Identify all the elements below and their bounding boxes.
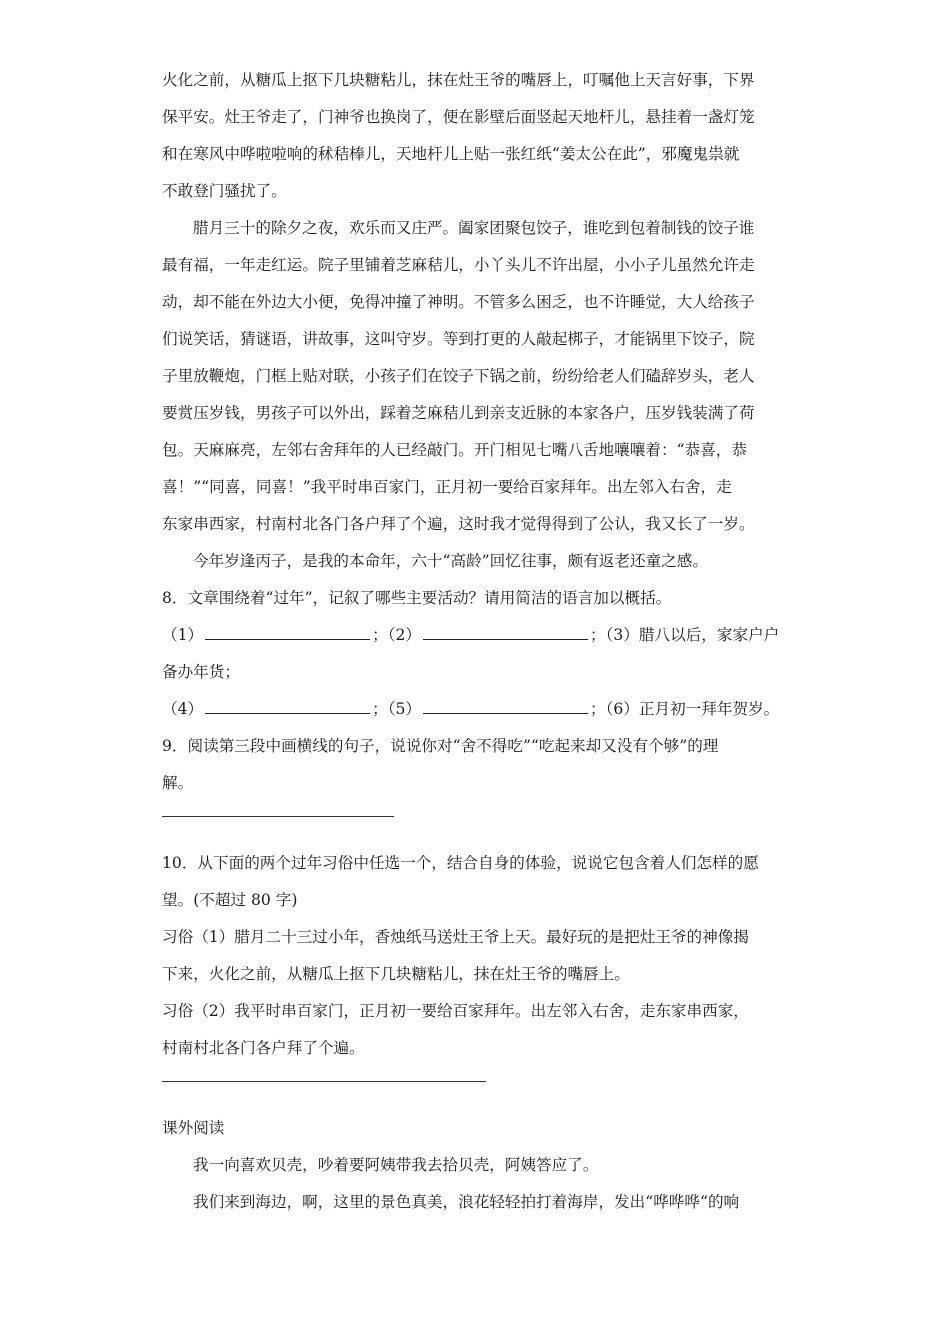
question-8-blanks-row-1: [162, 617, 794, 654]
passage-line: 东家串西家，村南村北各门各户拜了个遍，这时我才觉得得到了公认，我又长了一岁。: [162, 515, 755, 533]
reading-line: 我们来到海边，啊，这里的景色真美，浪花轻轻拍打着海岸，发出“哗哗哗“的响: [193, 1193, 740, 1211]
passage-line: 包。天麻麻亮，左邻右舍拜年的人已经敲门。开门相见七嘴八舌地嚷嚷着：“恭喜，恭: [162, 441, 747, 459]
passage-line: 今年岁逢丙子，是我的本命年，六十“高龄”回忆往事，颇有返老还童之感。: [193, 552, 708, 570]
passage-line: 要赏压岁钱，男孩子可以外出，踩着芝麻秸儿到亲支近脉的本家各户，压岁钱装满了荷: [162, 404, 755, 422]
reading-line: 我一向喜欢贝壳，吵着要阿姨带我去拾贝壳，阿姨答应了。: [193, 1156, 599, 1174]
passage-line: 最有福，一年走红运。院子里铺着芝麻秸儿，小丫头儿不许出屋，小小子儿虽然允许走: [162, 256, 755, 274]
passage-line: 保平安。灶王爷走了，门神爷也换岗了，便在影壁后面竖起天地杆儿，悬挂着一盏灯笼: [162, 108, 755, 126]
passage-line: 动，却不能在外边大小便，免得冲撞了神明。不管多么困乏，也不许睡觉，大人给孩子: [162, 293, 755, 311]
custom-1: 习俗（1）腊月二十三过小年，香烛纸马送灶王爷上天。最好玩的是把灶王爷的神像揭: [162, 928, 749, 946]
question-9-stem: 解。: [162, 774, 194, 792]
blank-label: ；（3）腊八以后，家家户户: [590, 626, 780, 644]
question-9-stem: 9．阅读第三段中画横线的句子，说说你对“舍不得吃”“吃起来却又没有个够”的理: [162, 737, 719, 755]
passage-line: 腊月三十的除夕之夜，欢乐而又庄严。阖家团聚包饺子，谁吃到包着制钱的饺子谁: [193, 219, 755, 237]
blank-label: （4）: [162, 700, 204, 718]
section-heading: 课外阅读: [162, 1119, 225, 1137]
passage-line: 不敢登门骚扰了。: [162, 182, 287, 200]
blank-label: ；（2）: [372, 626, 422, 644]
answer-blank-5[interactable]: [423, 691, 588, 714]
passage-line: 喜！”“同喜，同喜！”我平时串百家门，正月初一要给百家拜年。出左邻入右舍，走: [162, 478, 732, 496]
question-8-stem: 8．文章围绕着“过年”，记叙了哪些主要活动？请用简洁的语言加以概括。: [162, 589, 672, 607]
answer-blank-1[interactable]: [205, 617, 370, 640]
answer-blank-4[interactable]: [205, 691, 370, 714]
passage-line: 和在寒风中哗啦啦响的秫秸棒儿，天地杆儿上贴一张红纸“姜太公在此”，邪魔鬼祟就: [162, 145, 740, 163]
question-10-stem: 10．从下面的两个过年习俗中任选一个，结合自身的体验，说说它包含着人们怎样的愿: [162, 854, 759, 872]
passage-line: 们说笑话，猜谜语，讲故事，这叫守岁。等到打更的人敲起梆子，才能锅里下饺子，院: [162, 330, 755, 348]
blank-label: ；（6）正月初一拜年贺岁。: [590, 700, 780, 718]
answer-blank-2[interactable]: [423, 617, 588, 640]
question-8-blanks-row-2: [162, 691, 794, 728]
custom-1: 下来，火化之前，从糖瓜上抠下几块糖粘儿，抹在灶王爷的嘴唇上。: [162, 965, 630, 983]
question-10-stem: 望。(不超过 80 字): [162, 891, 298, 909]
custom-2: 习俗（2）我平时串百家门，正月初一要给百家拜年。出左邻入右舍，走东家串西家，: [162, 1002, 749, 1020]
passage-line: 子里放鞭炮，门框上贴对联，小孩子们在饺子下锅之前，纷纷给老人们磕辞岁头，老人: [162, 367, 755, 385]
passage-line: 火化之前，从糖瓜上抠下几块糖粘儿，抹在灶王爷的嘴唇上，叮嘱他上天言好事，下界: [162, 71, 755, 89]
custom-2: 村南村北各门各户拜了个遍。: [162, 1039, 365, 1057]
blank-label: （1）: [162, 626, 204, 644]
blank-label: ；（5）: [372, 700, 422, 718]
document-page: [162, 62, 794, 1221]
question-8-continuation: 备办年货；: [162, 663, 240, 681]
